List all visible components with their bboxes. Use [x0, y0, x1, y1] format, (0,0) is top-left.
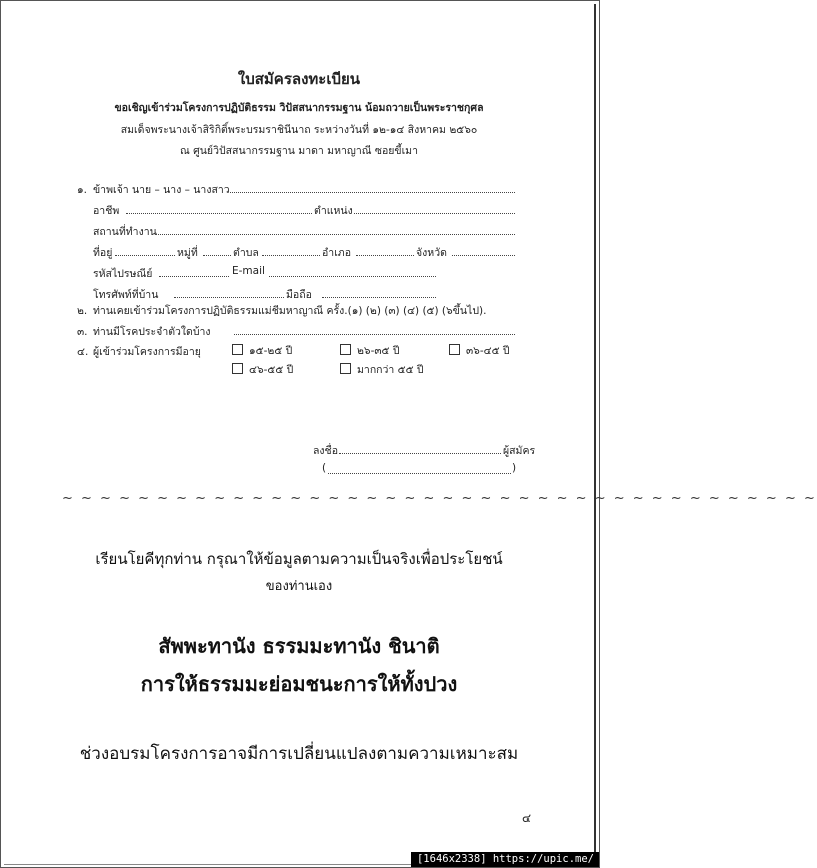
email-label: E-mail — [232, 265, 265, 277]
age-option-label: มากกว่า ๕๕ ปี — [357, 364, 424, 376]
form-title: ใบสมัครลงทะเบียน — [237, 70, 361, 88]
checkbox[interactable] — [449, 344, 460, 355]
amphoe-field[interactable] — [356, 244, 414, 256]
checkbox[interactable] — [232, 363, 243, 374]
age-option[interactable] — [340, 342, 400, 359]
q2-number: ๒. — [77, 305, 88, 317]
q1-label: ข้าพเจ้า นาย – นาง – นางสาว — [93, 184, 230, 196]
age-option[interactable] — [232, 361, 293, 378]
position-label: ตำแหน่ง — [314, 205, 353, 217]
applicant-label: ผู้สมัคร — [503, 445, 536, 457]
address-label: ที่อยู่ — [93, 247, 113, 259]
workplace-label: สถานที่ทำงาน — [93, 226, 157, 238]
postcode-field[interactable] — [159, 265, 229, 277]
sign-label: ลงชื่อ — [313, 445, 338, 457]
occupation-label: อาชีพ — [93, 205, 120, 217]
age-option[interactable] — [449, 342, 510, 359]
age-option-label: ๑๕-๒๕ ปี — [249, 345, 293, 357]
checkbox[interactable] — [232, 344, 243, 355]
age-option[interactable] — [340, 361, 424, 378]
home-phone-field[interactable] — [174, 286, 284, 298]
image-host-watermark: [1646x2338] https://upic.me/ — [411, 852, 599, 867]
age-option[interactable] — [232, 342, 292, 359]
tambon-field[interactable] — [262, 244, 320, 256]
workplace-field[interactable] — [156, 223, 515, 235]
position-field[interactable] — [354, 202, 515, 214]
tambon-label: ตำบล — [233, 247, 259, 259]
q1-number: ๑. — [77, 184, 88, 196]
invitation-line: ขอเชิญเข้าร่วมโครงการปฏิบัติธรรม วิปัสสนากรรมฐาน น้อมถวายเป็นพระราชกุศล — [114, 102, 484, 114]
amphoe-label: อำเภอ — [322, 247, 352, 259]
province-label: จังหวัด — [416, 247, 447, 259]
close-paren: ) — [512, 462, 517, 474]
notice-line-1: เรียนโยคีทุกท่าน กรุณาให้ข้อมูลตามความเป็นจริงเพื่อประโยชน์ — [95, 550, 503, 568]
moo-field[interactable] — [203, 244, 231, 256]
signature-field[interactable] — [339, 442, 501, 454]
occupation-field[interactable] — [126, 202, 312, 214]
home-phone-label: โทรศัพท์ที่บ้าน — [93, 289, 159, 301]
schedule-note: ช่วงอบรมโครงการอาจมีการเปลี่ยนแปลงตามความเหมาะสม — [79, 744, 519, 764]
venue-line: ณ ศูนย์วิปัสสนากรรมฐาน มาดา มหาญาณี ซอยขี้เมา — [180, 145, 418, 157]
province-field[interactable] — [452, 244, 515, 256]
wavy-separator: ~ ~ ~ ~ ~ ~ ~ ~ ~ ~ ~ ~ ~ ~ ~ ~ ~ ~ ~ ~ ~ ~ ~ ~ ~ ~ ~ ~ ~ ~ ~ ~ ~ ~ ~ ~ ~ ~ ~ ~ — [62, 491, 817, 506]
q3-number: ๓. — [77, 326, 88, 338]
q2-label: ท่านเคยเข้าร่วมโครงการปฏิบัติธรรมแม่ชีมหาญาณี ครั้ง.(๑) (๒) (๓) (๔) (๕) (๖ขึ้นไป). — [93, 305, 487, 317]
age-option-label: ๓๖-๔๕ ปี — [466, 345, 510, 357]
mobile-field[interactable] — [322, 286, 436, 298]
moo-label: หมู่ที่ — [177, 247, 198, 259]
page-number: ๔ — [522, 811, 532, 825]
postcode-label: รหัสไปรษณีย์ — [93, 268, 153, 280]
printed-name-field[interactable] — [328, 462, 511, 474]
document-page — [4, 4, 817, 865]
mobile-label: มือถือ — [286, 289, 312, 301]
checkbox[interactable] — [340, 344, 351, 355]
address-field[interactable] — [115, 244, 175, 256]
verse-line-1: สัพพะทานัง ธรรมมะทานัง ชินาติ — [158, 634, 440, 658]
illness-field[interactable] — [234, 323, 515, 335]
verse-line-2: การให้ธรรมมะย่อมชนะการให้ทั้งปวง — [140, 672, 458, 696]
open-paren: ( — [322, 462, 327, 474]
q4-number: ๔. — [77, 346, 89, 358]
notice-line-2: ของท่านเอง — [265, 579, 333, 594]
dedication-line: สมเด็จพระนางเจ้าสิริกิติ์พระบรมราชินีนาถ ระหว่างวันที่ ๑๒-๑๔ สิงหาคม ๒๕๖๐ — [120, 124, 478, 136]
email-field[interactable] — [269, 265, 436, 277]
checkbox[interactable] — [340, 363, 351, 374]
age-option-label: ๒๖-๓๕ ปี — [357, 345, 400, 357]
age-option-label: ๔๖-๕๕ ปี — [249, 364, 294, 376]
q3-label: ท่านมีโรคประจำตัวใดบ้าง — [93, 326, 211, 338]
name-field[interactable] — [230, 181, 515, 193]
q4-label: ผู้เข้าร่วมโครงการมีอายุ — [93, 346, 201, 358]
